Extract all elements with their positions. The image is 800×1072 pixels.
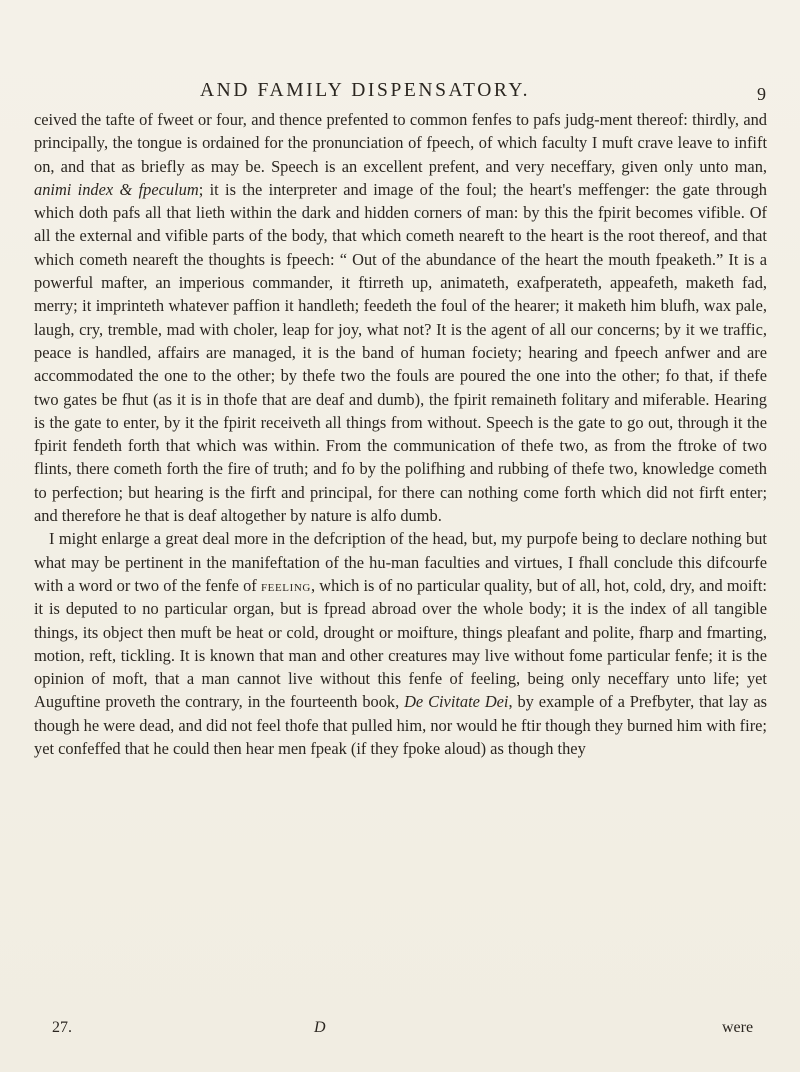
paragraph-1-text-a: ceived the tafte of fweet or four, and thence prefented to common fenfes to pafs judg-ment thereof: thirdly, and principally, the tongue is ordained for the pronunciation of fpeech, of which faculty I muft crave leave to infift on, and that as briefly as may be. Speech is an excellent prefent, and very neceffary, given only unto man, <box>34 110 767 176</box>
book-title-citation: De Civitate Dei <box>404 692 509 712</box>
paragraph-2-text-c: , by example of a Prefbyter, that lay as though he were dead, and did not feel thofe that pulled him, nor would he ftir though they burned him with fire; yet confeffed that he could then hear men fpeak (if they fpoke aloud) as though they <box>34 692 768 759</box>
paragraph-2-text-a: I might enlarge a great deal more in the defcription of the head, but, my purpofe being to declare nothing but what may be pertinent in the manifeftation of the hu-man faculties and virtues, I fhall conclude this difcourfe with a word or two of the fenfe of <box>34 529 767 595</box>
running-head: AND FAMILY DISPENSATORY. <box>200 80 531 101</box>
latin-phrase: animi index & fpeculum <box>34 179 199 199</box>
page-marker: 27. <box>52 1019 72 1036</box>
footer-line <box>52 1019 770 1043</box>
small-caps-term: feeling <box>260 575 311 595</box>
signature-mark: D <box>314 1019 326 1036</box>
page-number: 9 <box>757 84 766 104</box>
paragraph-speech <box>34 108 767 527</box>
paragraph-2-text-b: , which is of no particular quality, but of all, hot, cold, dry, and moift: it is deputed to no particular organ, but is fpread abroad over the whole body; it is the index of all tangible things, its object then muft be heat or cold, drought or moifture, things pleafant and polite, fharp and fmarting, motion, reft, tickling. It is known that man and other creatures may live without fome particular fenfe; it is the opinion of moft, that a man cannot live without this fenfe of feeling, being only neceffary unto life; yet Auguftine proveth the contrary, in the fourteenth book, <box>34 575 767 712</box>
paragraph-feeling <box>34 527 767 760</box>
catchword: were <box>722 1019 754 1036</box>
body-text <box>34 108 767 760</box>
paragraph-1-text-b: ; it is the interpreter and image of the foul; the heart's meffenger: the gate through which doth pafs all that lieth within the dark and hidden corners of man: by this the fpirit becomes vifible. Of all the external and vifible parts of the body, that which cometh neareft to the heart is the root thereof, and that which cometh neareft the thoughts is fpeech: “ Out of the abundance of the heart the mouth fpeaketh.” It is a powerful mafter, an imperious commander, it ftirreth up, animateth, exafperateth, appeafeth, maketh fad, merry; it imprinteth whatever paffion it handleth; feedeth the foul of the hearer; it maketh him blufh, wax pale, laugh, cry, tremble, mad with choler, leap for joy, what not? It is the agent of all our concerns; by it we traffic, peace is handled, affairs are managed, it is the band of human fociety; hearing and fpeech anfwer and are accommodated the one to the other; by thefe two the fouls are poured the one into the other; fo that, if thefe two gates be fhut (as it is in thofe that are deaf and dumb), the fpirit remaineth folitary and miferable. Hearing is the gate to enter, by it the fpirit receiveth all things from without. Speech is the gate to go out, through it the fpirit fendeth forth that which was within. From the communication of thefe two, as from the ftroke of two flints, there cometh forth the fire of truth; and fo by the polifhing and rubbing of thefe two, knowledge cometh to perfection; but hearing is the firft and principal, for there can nothing come forth which did not firft enter; and therefore he that is deaf altogether by nature is alfo dumb. <box>34 179 767 526</box>
